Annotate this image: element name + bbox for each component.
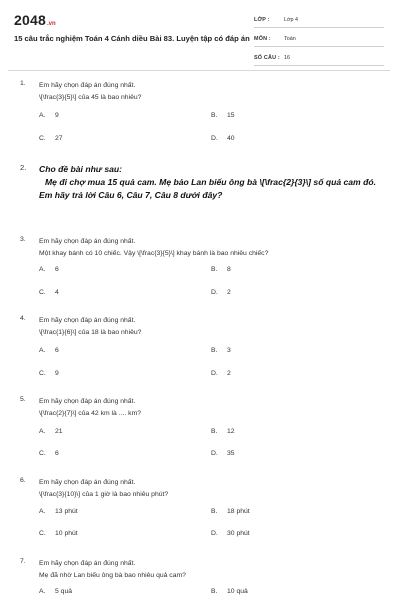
meta-panel — [254, 13, 384, 70]
meta-value-grade: Lớp 4 — [284, 17, 299, 23]
question-body — [39, 396, 379, 420]
question-number: 4. — [20, 315, 26, 322]
question-text: \[\frac{3}{5}\] của 45 là bao nhiêu? — [39, 94, 142, 101]
option-d[interactable]: D. 35 — [211, 450, 235, 457]
brand-logo[interactable] — [14, 12, 56, 30]
option-d[interactable]: D. 2 — [211, 370, 231, 377]
document-title: 15 câu trắc nghiệm Toán 4 Cánh diều Bài 83. Luyện tập có đáp án — [14, 34, 250, 43]
option-c[interactable]: C. 9 — [39, 370, 59, 377]
meta-label-count: SỐ CÂU : — [254, 55, 280, 61]
option-a[interactable]: A. 13 phút — [39, 508, 78, 515]
question-number: 6. — [20, 477, 26, 484]
question-text: \[\frac{1}{6}\] của 18 là bao nhiêu? — [39, 329, 142, 336]
passage-body — [39, 163, 384, 202]
question-body — [39, 80, 379, 104]
option-b[interactable]: B. 18 phút — [211, 508, 250, 515]
option-b[interactable]: B. 3 — [211, 347, 231, 354]
option-a[interactable]: A. 9 — [39, 112, 59, 119]
question-number: 3. — [20, 236, 26, 243]
question-number: 7. — [20, 558, 26, 565]
option-b[interactable]: B. 12 — [211, 428, 235, 435]
option-d[interactable]: D. 2 — [211, 289, 231, 296]
option-c[interactable]: C. 4 — [39, 289, 59, 296]
question-body — [39, 558, 379, 582]
option-b[interactable]: B. 15 — [211, 112, 235, 119]
header-divider — [8, 70, 390, 71]
passage-heading: Cho đề bài như sau: — [39, 164, 123, 174]
brand-name: 2048 — [14, 12, 46, 28]
question-text: \[\frac{3}{10}\] của 1 giờ là bao nhiêu phút? — [39, 491, 169, 498]
question-prompt: Em hãy chọn đáp án đúng nhất. — [39, 398, 136, 405]
question-body — [39, 477, 379, 501]
meta-row-count — [254, 51, 384, 66]
question-number: 1. — [20, 80, 26, 87]
option-a[interactable]: A. 5 quả — [39, 588, 73, 595]
option-d[interactable]: D. 40 — [211, 135, 235, 142]
passage-instruction: Em hãy trả lời Câu 6, Câu 7, Câu 8 dưới đây? — [39, 190, 223, 200]
question-text: \[\frac{2}{7}\] của 42 km là .... km? — [39, 410, 142, 417]
option-d[interactable]: D. 30 phút — [211, 530, 250, 537]
meta-row-subject — [254, 32, 384, 47]
passage-text: Mẹ đi chợ mua 15 quả cam. Mẹ bảo Lan biếu ông bà \[\frac{2}{3}\] số quả cam đó. — [45, 177, 376, 187]
question-prompt: Em hãy chọn đáp án đúng nhất. — [39, 317, 136, 324]
question-body — [39, 236, 379, 260]
option-b[interactable]: B. 8 — [211, 266, 231, 273]
question-number: 2. — [20, 163, 27, 172]
option-a[interactable]: A. 21 — [39, 428, 63, 435]
question-text: Một khay bánh có 10 chiếc. Vậy \[\frac{3}{5}\] khay bánh là bao nhiêu chiếc? — [39, 250, 269, 257]
question-body — [39, 315, 379, 339]
question-number: 5. — [20, 396, 26, 403]
question-text: Mẹ đã nhờ Lan biếu ông bà bao nhiêu quả cam? — [39, 572, 186, 579]
meta-label-grade: LỚP : — [254, 17, 270, 23]
option-a[interactable]: A. 6 — [39, 266, 59, 273]
meta-value-subject: Toán — [284, 36, 296, 42]
option-a[interactable]: A. 6 — [39, 347, 59, 354]
meta-value-count: 16 — [284, 55, 290, 61]
option-c[interactable]: C. 6 — [39, 450, 59, 457]
option-c[interactable]: C. 27 — [39, 135, 63, 142]
meta-row-grade — [254, 13, 384, 28]
meta-label-subject: MÔN : — [254, 36, 271, 42]
question-prompt: Em hãy chọn đáp án đúng nhất. — [39, 479, 136, 486]
option-b[interactable]: B. 10 quả — [211, 588, 248, 595]
question-prompt: Em hãy chọn đáp án đúng nhất. — [39, 238, 136, 245]
question-prompt: Em hãy chọn đáp án đúng nhất. — [39, 560, 136, 567]
option-c[interactable]: C. 10 phút — [39, 530, 78, 537]
brand-suffix: .vn — [46, 21, 56, 27]
question-prompt: Em hãy chọn đáp án đúng nhất. — [39, 82, 136, 89]
